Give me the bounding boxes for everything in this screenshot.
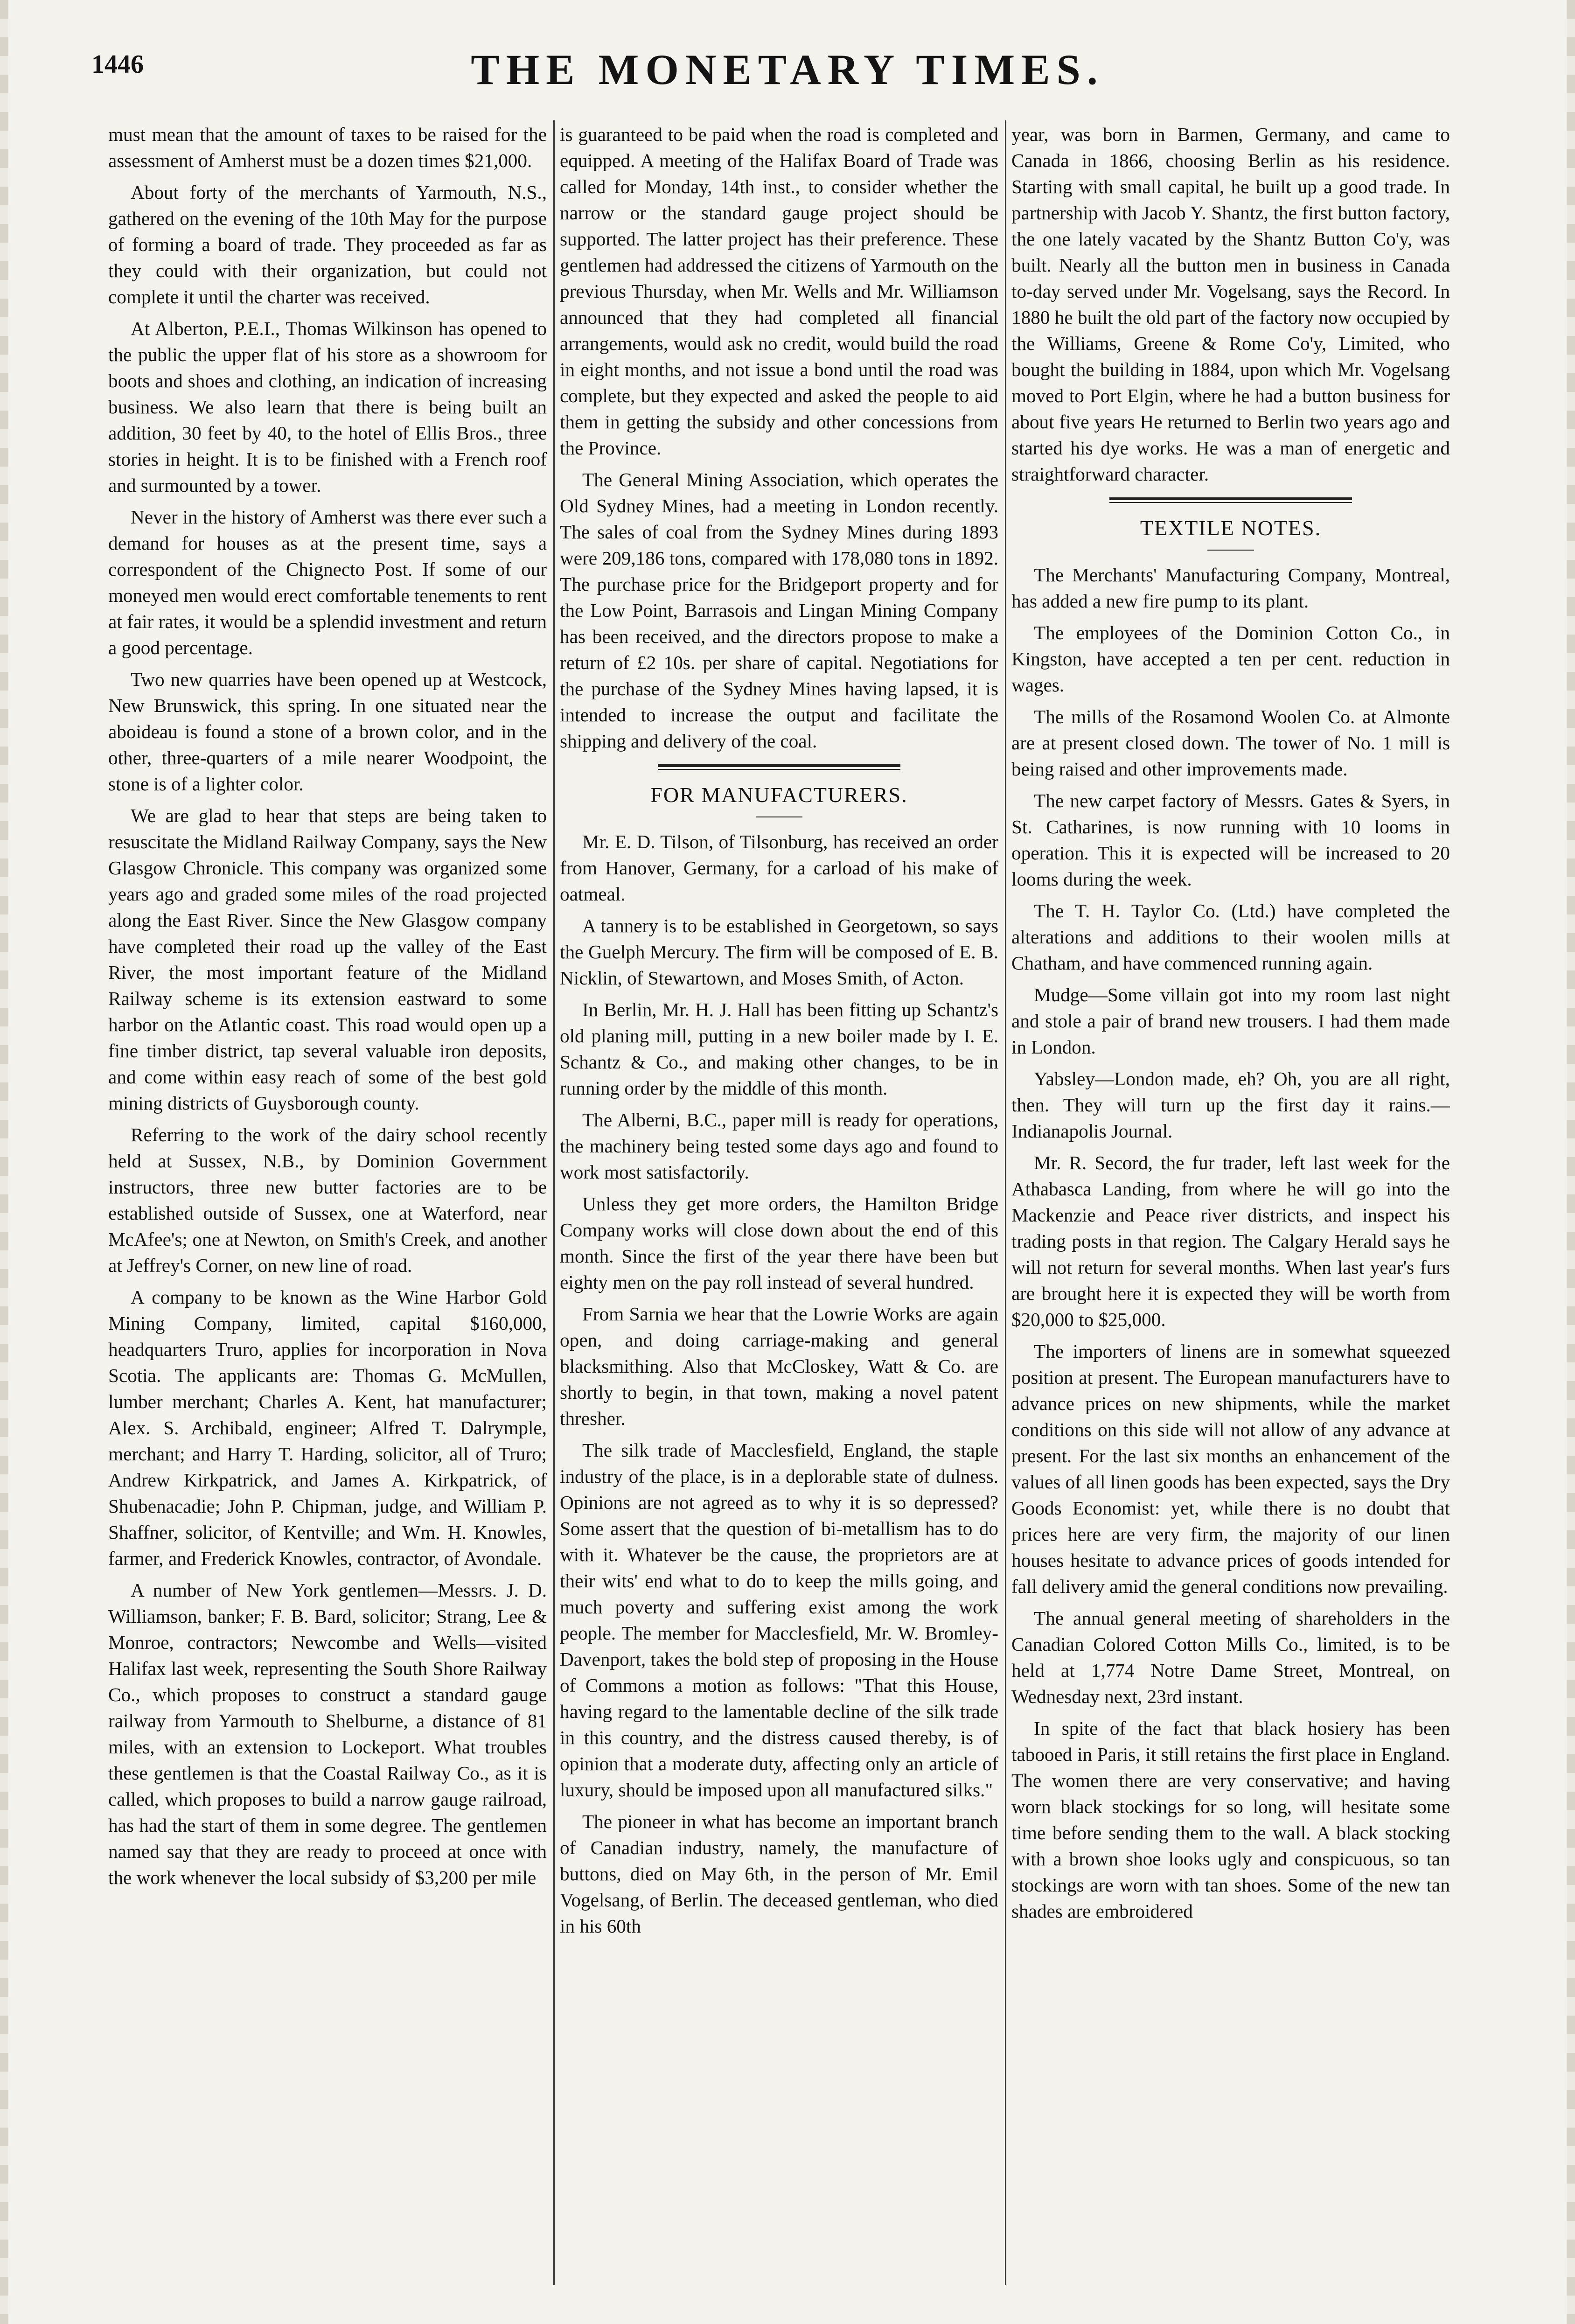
- article-paragraph: The Alberni, B.C., paper mill is ready for operations, the machinery being tested some days ago and found to work most satisfactorily.: [560, 1109, 998, 1183]
- article-paragraph: Mr. E. D. Tilson, of Tilsonburg, has received an order from Hanover, Germany, for a carload of his make of oatmeal.: [560, 831, 998, 905]
- column-3: [1011, 121, 1450, 2305]
- article-paragraph: Never in the history of Amherst was there ever such a demand for houses as at the present time, says a correspondent of the Chignecto Post. If some of our moneyed men would erect comfortable tenements to rent at fair rates, it would be a splendid investment and return a good percentage.: [108, 506, 547, 658]
- article-paragraph: year, was born in Barmen, Germany, and came to Canada in 1866, choosing Berlin as his residence. Starting with small capital, he built up a good trade. In partnership with Jacob Y. Shantz, the first button factory, the one lately vacated by the Shantz Button Co'y, was built. Nearly all the button men in business in Canada to-day served under Mr. Vogelsang, says the Record. In 1880 he built the old part of the factory now occupied by the Williams, Greene & Rome Co'y, Limited, who bought the building in 1884, upon which Mr. Vogelsang moved to Port Elgin, where he had a button business for about five years He returned to Berlin two years ago and started his dye works. He was a man of energetic and straightforward character.: [1011, 124, 1450, 485]
- article-paragraph: The employees of the Dominion Cotton Co., in Kingston, have accepted a ten per cent. reduction in wages.: [1011, 622, 1450, 696]
- article-paragraph: At Alberton, P.E.I., Thomas Wilkinson has opened to the public the upper flat of his store as a showroom for boots and shoes and clothing, an indication of increasing business. We also learn that there is being built an addition, 30 feet by 40, to the hotel of Ellis Bros., three stories in height. It is to be finished with a French roof and surmounted by a tower.: [108, 318, 547, 496]
- article-paragraph: The Merchants' Manufacturing Company, Montreal, has added a new fire pump to its plant.: [1011, 564, 1450, 612]
- column-2: [560, 121, 998, 2305]
- article-paragraph: Two new quarries have been opened up at Westcock, New Brunswick, this spring. In one situated near the aboideau is found a stone of a brown color, and in the other, three-quarters of a mile nearer Woodpoint, the stone is of a lighter color.: [108, 669, 547, 795]
- page-number: 1446: [91, 50, 144, 79]
- article-paragraph: The importers of linens are in somewhat squeezed position at present. The European manufacturers have to advance prices on new shipments, while the market conditions on this side will not allow of any advance at present. For the last six months an enhancement of the values of all linen goods has been expected, says the Dry Goods Economist: yet, while there is no doubt that prices here are very firm, the majority of our linen houses hesitate to advance prices of goods intended for fall delivery amid the general conditions now prevailing.: [1011, 1340, 1450, 1597]
- article-paragraph: The T. H. Taylor Co. (Ltd.) have completed the alterations and additions to their woolen mills at Chatham, and have commenced running again.: [1011, 900, 1450, 974]
- article-paragraph: In spite of the fact that black hosiery has been tabooed in Paris, it still retains the first place in England. The women there are very conservative; and having worn black stockings for so long, will hesitate some time before sending them to the wall. A black stocking with a brown shoe looks ugly and conspicuous, so tan stockings are worn with tan shoes. Some of the new tan shades are embroidered: [1011, 1717, 1450, 1922]
- article-paragraph: The silk trade of Macclesfield, England, the staple industry of the place, is in a deplorable state of dulness. Opinions are not agreed as to why it is so depressed? Some assert that the question of bi-metallism has to do with it. Whatever be the cause, the proprietors are at their wits' end what to do to keep the mills going, and much poverty and suffering exist among the work people. The member for Macclesfield, Mr. W. Bromley-Davenport, takes the bold step of proposing in the House of Commons a motion as follows: "That this House, having regard to the lamentable decline of the silk trade in this country, and the distress caused thereby, is of opinion that a moderate duty, affecting only an article of luxury, should be imposed upon all manufactured silks.": [560, 1439, 998, 1801]
- section-heading-textile-notes: TEXTILE NOTES.: [1140, 516, 1322, 540]
- heading-underline: [1207, 550, 1254, 551]
- article-paragraph: The annual general meeting of shareholders in the Canadian Colored Cotton Mills Co., limited, is to be held at 1,774 Notre Dame Street, Montreal, on Wednesday next, 23rd instant.: [1011, 1607, 1450, 1707]
- article-paragraph: About forty of the merchants of Yarmouth, N.S., gathered on the evening of the 10th May for the purpose of forming a board of trade. They proceeded as far as they could with their organization, but could not complete it until the charter was received.: [108, 181, 547, 307]
- section-heading-manufacturers: FOR MANUFACTURERS.: [650, 783, 908, 807]
- column-rule-1: [553, 120, 555, 2285]
- article-paragraph: Unless they get more orders, the Hamilton Bridge Company works will close down about the end of this month. Since the first of the year there have been but eighty men on the pay roll instead of several hundred.: [560, 1193, 998, 1293]
- column-1: [108, 121, 547, 2305]
- article-paragraph: Referring to the work of the dairy school recently held at Sussex, N.B., by Dominion Government instructors, three new butter factories are to be established outside of Sussex, one at Waterford, near McAfee's; one at Newton, on Smith's Creek, and another at Jeffrey's Corner, on new line of road.: [108, 1124, 547, 1276]
- article-paragraph: The mills of the Rosamond Woolen Co. at Almonte are at present closed down. The tower of No. 1 mill is being raised and other improvements made.: [1011, 706, 1450, 780]
- article-paragraph: The pioneer in what has become an important branch of Canadian industry, namely, the manufacture of buttons, died on May 6th, in the person of Mr. Emil Vogelsang, of Berlin. The deceased gentleman, who died in his 60th: [560, 1811, 998, 1937]
- article-paragraph: The General Mining Association, which operates the Old Sydney Mines, had a meeting in London recently. The sales of coal from the Sydney Mines during 1893 were 209,186 tons, compared with 178,080 tons in 1892. The purchase price for the Bridgeport property and for the Low Point, Barrasois and Lingan Mining Company has been received, and the directors propose to make a return of £2 10s. per share of capital. Negotiations for the purchase of the Sydney Mines having lapsed, it is intended to increase the output and facilitate the shipping and delivery of the coal.: [560, 469, 998, 752]
- article-paragraph: From Sarnia we hear that the Lowrie Works are again open, and doing carriage-making and general blacksmithing. Also that McCloskey, Watt & Co. are shortly to begin, in that town, making a novel patent thresher.: [560, 1303, 998, 1429]
- page-edge-left: [0, 0, 8, 2324]
- article-paragraph: We are glad to hear that steps are being taken to resuscitate the Midland Railway Company, says the New Glasgow Chronicle. This company was organized some years ago and graded some miles of the road projected along the East River. Since the New Glasgow company have completed their road up the valley of the East River, the most important feature of the Midland Railway scheme is its extension eastward to some harbor on the Atlantic coast. This road would open up a fine timber district, tap several valuable iron deposits, and come within easy reach of some of the best gold mining districts of Guysborough county.: [108, 805, 547, 1114]
- article-paragraph: must mean that the amount of taxes to be raised for the assessment of Amherst must be a dozen times $21,000.: [108, 124, 547, 171]
- article-paragraph: Yabsley—London made, eh? Oh, you are all right, then. They will turn up the first day it rains.—Indianapolis Journal.: [1011, 1068, 1450, 1142]
- article-paragraph: The new carpet factory of Messrs. Gates & Syers, in St. Catharines, is now running with 10 looms in operation. This it is expected will be increased to 20 looms during the week.: [1011, 790, 1450, 890]
- page-edge-right: [1567, 0, 1575, 2324]
- article-paragraph: is guaranteed to be paid when the road is completed and equipped. A meeting of the Halifax Board of Trade was called for Monday, 14th inst., to consider whether the narrow or the standard gauge project should be supported. The latter project has their preference. These gentlemen had addressed the citizens of Yarmouth on the previous Thursday, when Mr. Wells and Mr. Williamson announced that they had completed all financial arrangements, would ask no credit, would build the road in eight months, and not issue a bond until the road was complete, but they expected and asked the people to aid them in getting the subsidy and other concessions from the Province.: [560, 124, 998, 459]
- article-paragraph: In Berlin, Mr. H. J. Hall has been fitting up Schantz's old planing mill, putting in a new boiler made by I. E. Schantz & Co., and making other changes, to be in running order by the middle of this month.: [560, 999, 998, 1099]
- article-paragraph: Mudge—Some villain got into my room last night and stole a pair of brand new trousers. I had them made in London.: [1011, 984, 1450, 1058]
- masthead-title: THE MONETARY TIMES.: [471, 46, 1104, 93]
- article-paragraph: A tannery is to be established in Georgetown, so says the Guelph Mercury. The firm will be composed of E. B. Nicklin, of Stewartown, and Moses Smith, of Acton.: [560, 915, 998, 989]
- article-paragraph: Mr. R. Secord, the fur trader, left last week for the Athabasca Landing, from where he will go into the Mackenzie and Peace river districts, and inspect his trading posts in that region. The Calgary Herald says he will not return for several months. When last year's furs are brought here it is expected they will be worth from $20,000 to $25,000.: [1011, 1152, 1450, 1330]
- section-divider: [658, 764, 900, 770]
- article-paragraph: A number of New York gentlemen—Messrs. J. D. Williamson, banker; F. B. Bard, solicitor; Strang, Lee & Monroe, contractors; Newcombe and Wells—visited Halifax last week, representing the South Shore Railway Co., which proposes to construct a standard gauge railway from Yarmouth to Shelburne, a distance of 81 miles, with an extension to Lockeport. What troubles these gentlemen is that the Coastal Railway Co., as it is called, which proposes to build a narrow gauge railroad, has had the start of them in some degree. The gentlemen named say that they are ready to proceed at once with the work whenever the local subsidy of $3,200 per mile: [108, 1579, 547, 1888]
- article-paragraph: A company to be known as the Wine Harbor Gold Mining Company, limited, capital $160,000, headquarters Truro, applies for incorporation in Nova Scotia. The applicants are: Thomas G. McMullen, lumber merchant; Charles A. Kent, hat manufacturer; Alex. S. Archibald, engineer; Alfred T. Dalrymple, merchant; and Harry T. Harding, solicitor, all of Truro; Andrew Kirkpatrick, and James A. Kirkpatrick, of Shubenacadie; John P. Chipman, judge, and William P. Shaffner, solicitor, of Kentville; and Wm. H. Knowles, farmer, and Frederick Knowles, contractor, of Avondale.: [108, 1286, 547, 1569]
- column-rule-2: [1005, 120, 1006, 2285]
- section-divider: [1109, 497, 1352, 503]
